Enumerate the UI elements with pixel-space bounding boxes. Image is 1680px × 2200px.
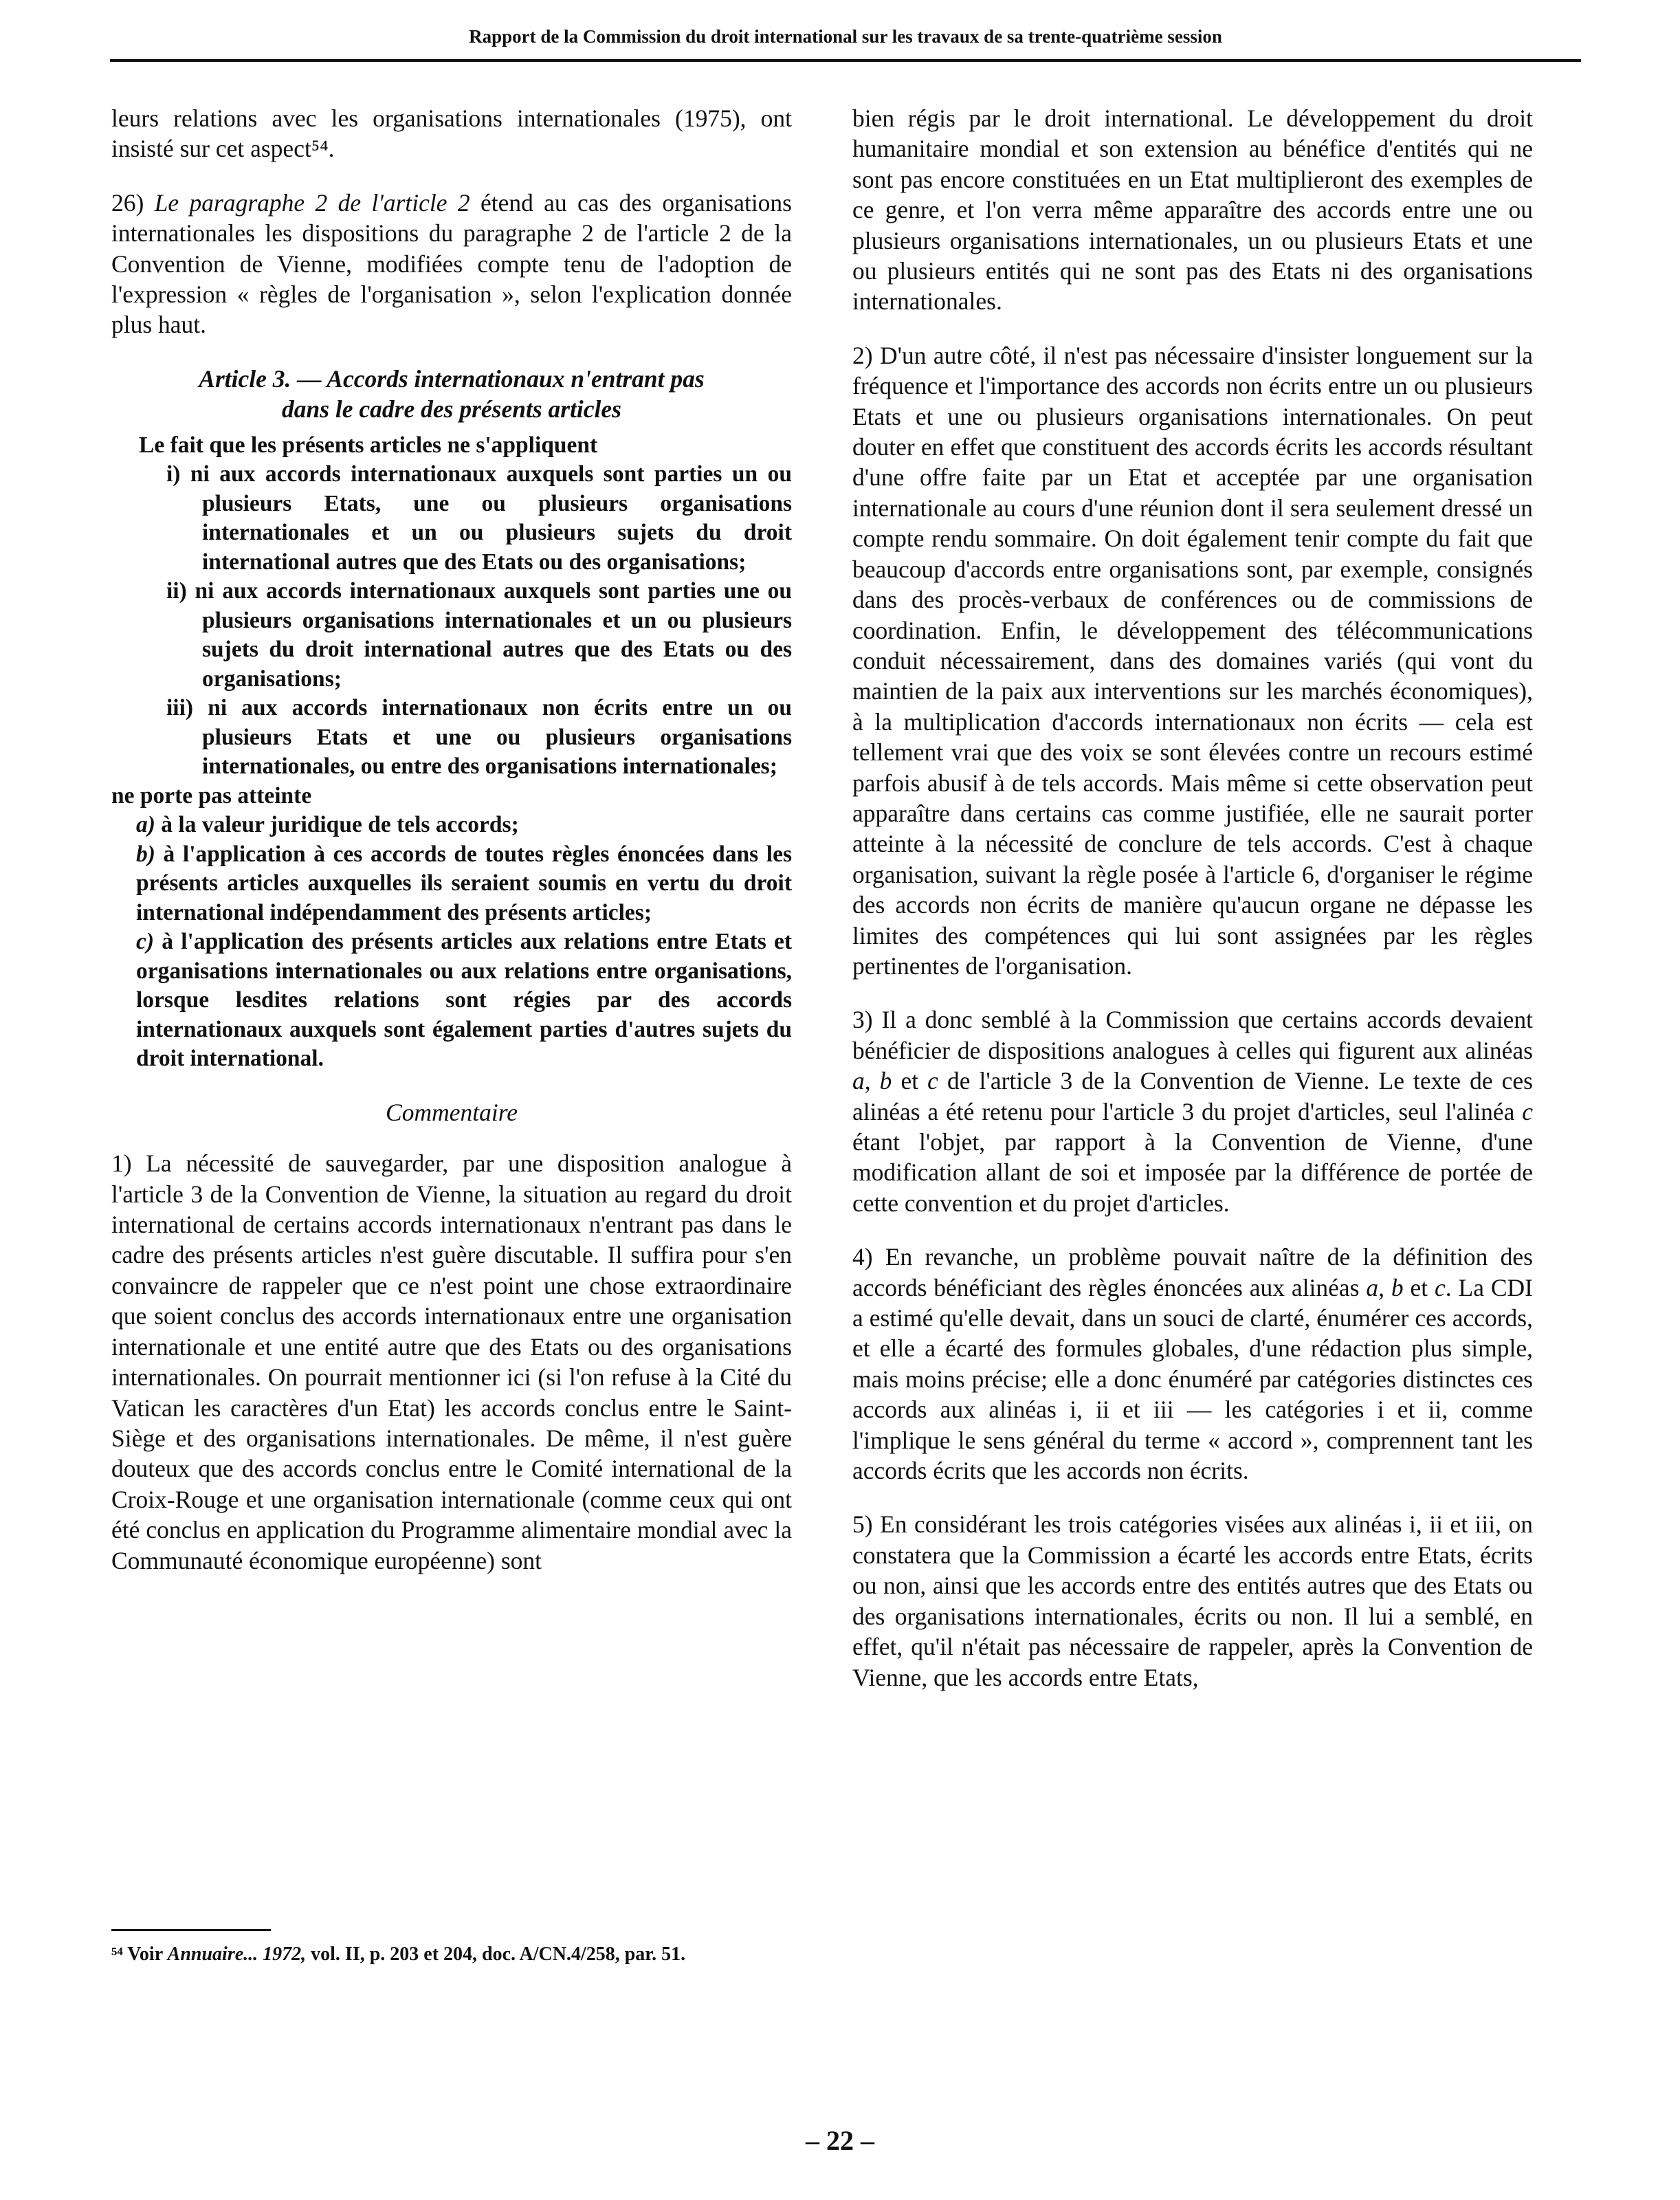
p3-text-b: de l'article 3 de la Convention de Vienne. Le texte de ces alinéas a été retenu pour l'article 3 du projet d'articles, seul l'alinéa [852,1067,1533,1125]
clause-a-text: à la valeur juridique de tels accords; [155,812,519,838]
p4-em-c: c [1435,1273,1446,1301]
footnote-rule [111,1929,271,1931]
commentary-paragraph-5: 5) En considérant les trois catégories visées aux alinéas i, ii et iii, on constatera que la Commission a écarté les accords entre Etats, écrits ou non, ainsi que les accords entre des entités autres que des Etats ou des organisations internationales, écrits ou non. Il lui a semblé, en effet, qu'il n'était pas nécessaire de rappeler, après la Convention de Vienne, que les accords entre Etats, [852,1510,1533,1691]
clause-c [136,927,792,1074]
paragraph-26-text: étend au cas des organisations internationales les dispositions du paragraphe 2 de l'article 2 de la Convention de Vienne, modifiées compte tenu de l'adoption de l'expression « règles de l'organisation », selon l'explication donnée plus haut. [111,188,792,339]
article-title-line-2: dans le cadre des présents articles [281,395,621,423]
article-3-text [111,431,792,1074]
clause-iii: iii) ni aux accords internationaux non écrits entre un ou plusieurs Etats et une ou plusieurs organisations internationales, ou entre des organisations internationales; [166,695,792,780]
clause-b [136,840,792,928]
clause-i: i) ni aux accords internationaux auxquels sont parties un ou plusieurs Etats, une ou plusieurs organisations internationales et un ou plusieurs sujets du droit international autres que des Etats ou des organisations; [166,461,792,575]
paragraph-26 [111,188,792,340]
p4-text-b: . La CDI a estimé qu'elle devait, dans un souci de clarté, énumérer ces accords, et elle a écarté des formules globales, d'une rédaction plus simple, mais moins précise; elle a donc énuméré par catégories distinctes ces accords aux alinéas i, ii et iii — les catégories i et ii, comme l'implique le sens général du terme « accord », comprennent tant les accords écrits que les accords non écrits. [852,1273,1533,1485]
page-number: – 22 – [806,2125,874,2156]
running-header: Rapport de la Commission du droit international sur les travaux de sa trente-quatrième session [110,14,1581,62]
p4-em-ab: a, b [1366,1273,1404,1301]
p3-text-a: 3) Il a donc semblé à la Commission que certains accords devaient bénéficier de dispositions analogues à celles qui figurent aux alinéas [852,1006,1533,1064]
article-title-line-1: Article 3. — Accords internationaux n'entrant pas [199,364,705,393]
commentaire-heading: Commentaire [386,1098,518,1126]
p4-text-a: 4) En revanche, un problème pouvait naître de la définition des accords bénéficiant des règles énoncées aux alinéas [852,1243,1533,1301]
clause-c-text: à l'application des présents articles aux relations entre Etats et organisations internationales ou aux relations entre organisations, lorsque lesdites relations sont régies par des accords internationaux auxquels sont également parties d'autres sujets du droit international. [136,929,792,1072]
paragraph-number: 26) [111,188,144,217]
paragraph-continuation-right: bien régis par le droit international. Le développement du droit humanitaire mondial et son extension au bénéfice d'entités qui ne sont pas encore constituées en un Etat multiplieront des exemples de ce genre, et l'on verra même apparaître des accords entre une ou plusieurs organisations internationales, un ou plusieurs Etats et une ou plusieurs entités qui ne sont pas des Etats ni des organisations internationales. [852,104,1533,316]
footnote-post: vol. II, p. 203 et 204, doc. A/CN.4/258, par. 51. [306,1944,686,1965]
clause-b-label: b) [136,841,155,867]
paragraph-continuation: leurs relations avec les organisations internationales (1975), ont insisté sur cet aspect⁵⁴. [111,104,792,163]
article-3-title [132,364,771,424]
p3-em-c: c [927,1067,938,1095]
footnote-54 [111,1942,792,1968]
left-column [111,103,792,1576]
clause-ii: ii) ni aux accords internationaux auxquels sont parties une ou plusieurs organisations internationales et un ou plusieurs sujets du droit international autres que des Etats ou des organisations; [166,578,792,692]
footnote-pre: ⁵⁴ Voir [111,1944,168,1965]
footnote-em: Annuaire... 1972, [167,1944,307,1965]
clause-a [136,811,792,840]
commentary-paragraph-2: 2) D'un autre côté, il n'est pas nécessaire d'insister longuement sur la fréquence et l'importance des accords non écrits entre un ou plusieurs Etats et une ou plusieurs organisations internationales. On peut douter en effet que constituent des accords écrits les accords résultant d'une offre faite par un Etat et acceptée par une organisation internationale au cours d'une réunion dont il sera seulement dressé un compte rendu sommaire. On doit également tenir compte du fait que beaucoup d'accords entre organisations sont, par exemple, consignés dans des procès-verbaux de conférences ou de commissions de coordination. Enfin, le développement des télécommunications conduit nécessairement, dans des domaines variés (qui vont du maintien de la paix aux interventions sur les marchés économiques), à la multiplication d'accords internationaux non écrits — cela est tellement vrai que des voix se sont élevées contre un recours estimé parfois abusif à de tels accords. Mais même si cette observation peut apparaître dans certains cas comme justifiée, elle ne saurait porter atteinte à la nécessité de conclure de tels accords. C'est à chaque organisation, suivant la règle posée à l'article 6, d'organiser le régime des accords non écrits de manière qu'aucun organe ne dépasse les limites des compétences qui lui sont assignées par les règles pertinentes de l'organisation. [852,341,1533,980]
paragraph-26-emphasis: Le paragraphe 2 de l'article 2 [154,188,470,217]
article-lead: Le fait que les présents articles ne s'appliquent [139,432,598,458]
clause-c-label: c) [136,929,155,955]
commentary-paragraph-4 [852,1242,1533,1486]
p3-et: et [892,1067,928,1095]
right-column [852,103,1533,1716]
p3-text-d: étant l'objet, par rapport à la Convention de Vienne, d'une modification allant de soi et imposée par la différence de portée de cette convention et du projet d'articles. [852,1128,1533,1217]
clause-a-label: a) [136,812,155,838]
commentary-paragraph-1: 1) La nécessité de sauvegarder, par une disposition analogue à l'article 3 de la Convention de Vienne, la situation au regard du droit international de certains accords internationaux n'entrant pas dans le cadre des présents articles n'est guère discutable. Il suffira pour s'en convaincre de rappeler que ce n'est point une chose extraordinaire que soient conclus des accords internationaux entre une organisation internationale et une entité autre que des Etats ou des organisations internationales. On pourrait mentionner ici (si l'on refuse à la Cité du Vatican les caractères d'un Etat) les accords conclus entre le Saint-Siège et des organisations internationales. De même, il n'est guère douteux que des accords conclus entre le Comité international de la Croix-Rouge et une organisation internationale (comme ceux qui ont été conclus en application du Programme alimentaire mondial avec la Communauté économique européenne) sont [111,1150,792,1574]
clause-b-text: à l'application à ces accords de toutes règles énoncées dans les présents articles auxquelles ils seraient soumis en vertu du droit international indépendamment des présents articles; [136,841,792,925]
p3-em-ab: a, b [852,1067,892,1095]
p4-et: et [1403,1273,1435,1301]
p3-em-c2: c [1522,1097,1533,1125]
commentary-paragraph-3 [852,1004,1533,1218]
article-ne-porte: ne porte pas atteinte [111,782,312,808]
